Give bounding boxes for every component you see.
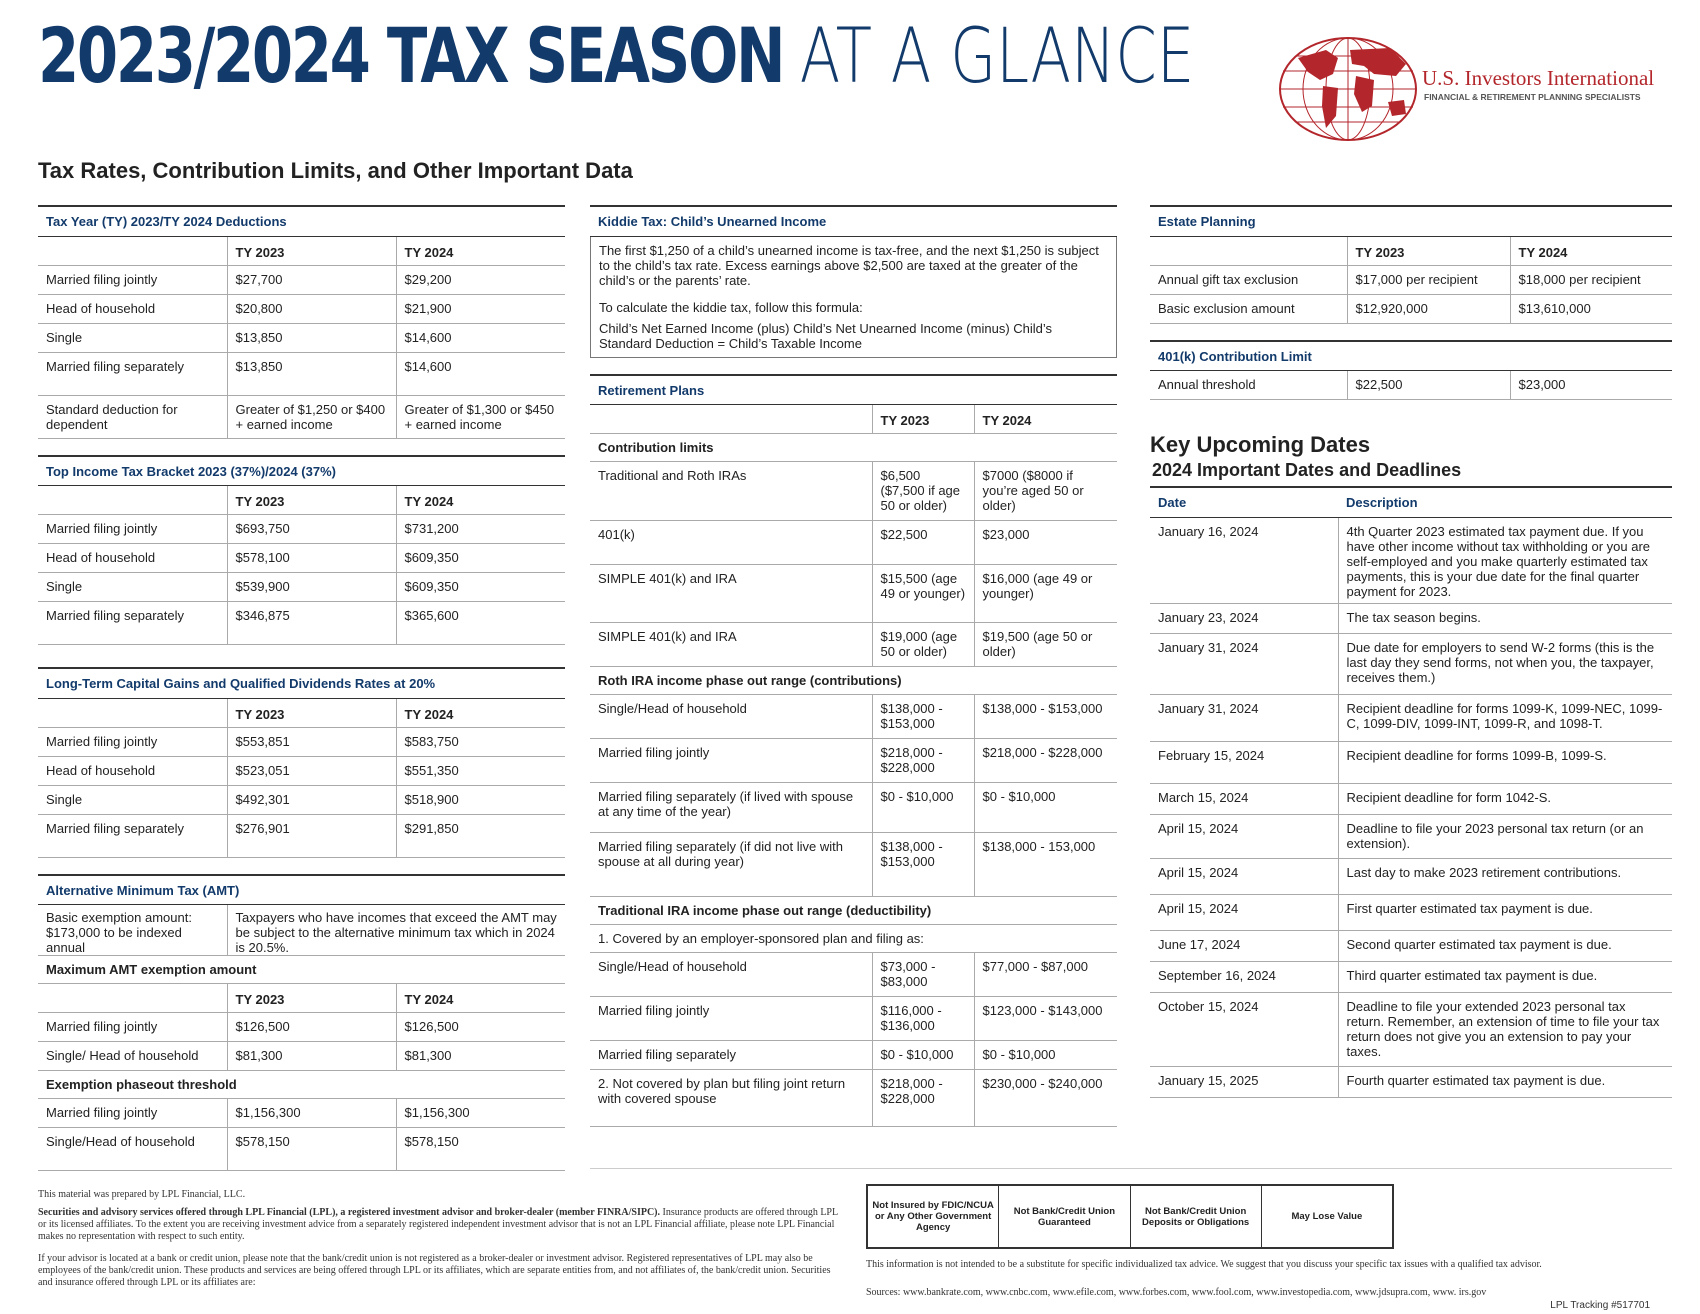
table-row — [1150, 930, 1672, 961]
table-cell: October 15, 2024 — [1150, 992, 1338, 1066]
table-cell: $578,100 — [227, 544, 396, 573]
table-cell — [38, 984, 227, 1013]
table-cell: Single — [38, 323, 227, 352]
table-cell: Single/Head of household — [590, 695, 872, 739]
table-cell: $13,850 — [227, 323, 396, 352]
table-cell: Single/ Head of household — [38, 1042, 227, 1071]
table-cell: $20,800 — [227, 294, 396, 323]
table-cell: Married filing jointly — [38, 265, 227, 294]
table-row — [590, 953, 1117, 997]
table-cell: $19,000 (age 50 or older) — [872, 623, 974, 667]
table-cell: Roth IRA income phase out range (contributions) — [590, 667, 1117, 695]
table-row — [1150, 694, 1672, 741]
table-cell: The tax season begins. — [1338, 603, 1672, 633]
table-cell: January 31, 2024 — [1150, 694, 1338, 741]
footer-securities: Securities and advisory services offered through LPL Financial (LPL), a registered investment advisor and broker-dealer (member FINRA/SIPC). Insurance products are offered through LPL or its licensed affiliates. To the extent you are receiving investment advice from a separately registered independent investment advisor that is not an LPL Financial affiliate, please note LPL Financial makes no representation with respect to such entity. — [38, 1207, 838, 1242]
table-cell: Due date for employers to send W-2 forms (this is the last day they send forms, not when you, the taxpayer, receives them.) — [1338, 633, 1672, 694]
table-cell: Standard deduction for dependent — [38, 395, 227, 438]
table-row — [590, 897, 1117, 925]
table-row — [38, 265, 565, 294]
table-cell: Married filing separately (if lived with spouse at any time of the year) — [590, 783, 872, 833]
table-row — [38, 515, 565, 544]
table-row — [590, 783, 1117, 833]
table-cell: Date — [1150, 487, 1338, 517]
amt-table — [38, 874, 565, 1172]
table-cell: $1,156,300 — [396, 1099, 565, 1128]
table-cell: Married filing jointly — [590, 997, 872, 1041]
table-cell: $77,000 - $87,000 — [974, 953, 1117, 997]
table-row — [590, 1041, 1117, 1070]
table-cell: Deadline to file your 2023 personal tax return (or an extension). — [1338, 814, 1672, 858]
table-cell: $553,851 — [227, 727, 396, 756]
table-cell: Third quarter estimated tax payment is due. — [1338, 961, 1672, 992]
deductions-table — [38, 205, 565, 439]
footer-bank: If your advisor is located at a bank or credit union, please note that the bank/credit union is not registered as a broker-dealer or investment advisor. Registered representatives of LPL may also be employees of the bank/credit union. These products and services are being offered through LPL or its affiliates, which are separate entities from, and not affiliates of, the bank/credit union. Securities and insurance offered through LPL or its affiliates are: — [38, 1253, 831, 1288]
key-dates-title: Key Upcoming Dates — [1150, 432, 1371, 457]
table-header-row — [1150, 236, 1672, 265]
table-cell — [38, 486, 227, 515]
column-middle — [590, 205, 1117, 1127]
table-row — [590, 462, 1117, 521]
table-cell: Married filing jointly — [38, 515, 227, 544]
table-header-row — [38, 984, 565, 1013]
table-row — [590, 565, 1117, 623]
top-bracket-table — [38, 455, 565, 646]
table-cell: April 15, 2024 — [1150, 894, 1338, 930]
table-cell: Married filing separately — [590, 1041, 872, 1070]
table-cell: $138,000 - $153,000 — [974, 695, 1117, 739]
table-cell: TY 2024 — [974, 405, 1117, 434]
table-cell: Married filing separately — [38, 814, 227, 857]
table-cell: $218,000 - $228,000 — [974, 739, 1117, 783]
table-cell: $230,000 - $240,000 — [974, 1070, 1117, 1127]
table-row — [590, 667, 1117, 695]
table-row — [38, 1042, 565, 1071]
table-cell: 401(k) — [590, 521, 872, 565]
table-cell: Maximum AMT exemption amount — [38, 956, 565, 984]
kiddie-tax-section — [590, 205, 1117, 237]
table-cell: Recipient deadline for forms 1099-B, 1099-S. — [1338, 741, 1672, 783]
table-row — [38, 544, 565, 573]
page-subtitle: Tax Rates, Contribution Limits, and Other Important Data — [38, 158, 633, 183]
table-cell: Kiddie Tax: Child’s Unearned Income — [590, 206, 1117, 236]
column-right — [1150, 205, 1672, 400]
table-cell: $17,000 per recipient — [1347, 265, 1510, 294]
table-cell: $73,000 - $83,000 — [872, 953, 974, 997]
table-cell: Married filing separately (if did not live with spouse at all during year) — [590, 833, 872, 897]
table-row — [38, 294, 565, 323]
table-cell: Taxpayers who have incomes that exceed the AMT may be subject to the alternative minimum tax which in 2024 is 20.5%. — [227, 905, 565, 956]
table-cell: $23,000 — [1510, 371, 1672, 400]
table-header-row — [38, 486, 565, 515]
table-cell: SIMPLE 401(k) and IRA — [590, 623, 872, 667]
table-cell: $609,350 — [396, 544, 565, 573]
table-cell: $0 - $10,000 — [872, 783, 974, 833]
table-cell: TY 2024 — [396, 984, 565, 1013]
table-cell: $693,750 — [227, 515, 396, 544]
table-cell: $0 - $10,000 — [872, 1041, 974, 1070]
table-cell: Fourth quarter estimated tax payment is due. — [1338, 1066, 1672, 1097]
table-cell: Head of household — [38, 294, 227, 323]
table-cell: Single — [38, 573, 227, 602]
table-cell: Head of household — [38, 544, 227, 573]
table-cell: Recipient deadline for forms 1099-K, 1099-NEC, 1099-C, 1099-DIV, 1099-INT, 1099-R, and 1098-T. — [1338, 694, 1672, 741]
section-header — [590, 375, 1117, 405]
table-cell: April 15, 2024 — [1150, 814, 1338, 858]
table-cell: 1. Covered by an employer-sponsored plan and filing as: — [590, 925, 1117, 953]
table-cell: January 15, 2025 — [1150, 1066, 1338, 1097]
table-cell: Description — [1338, 487, 1672, 517]
table-row — [1150, 814, 1672, 858]
key-dates-subtitle: 2024 Important Dates and Deadlines — [1152, 460, 1462, 480]
table-cell: $123,000 - $143,000 — [974, 997, 1117, 1041]
table-cell: Married filing separately — [38, 352, 227, 395]
table-row — [590, 623, 1117, 667]
table-row — [1150, 603, 1672, 633]
table-cell: $14,600 — [396, 323, 565, 352]
table-cell: Annual gift tax exclusion — [1150, 265, 1347, 294]
table-cell: TY 2023 — [227, 984, 396, 1013]
table-cell: Last day to make 2023 retirement contributions. — [1338, 858, 1672, 894]
table-cell: Second quarter estimated tax payment is due. — [1338, 930, 1672, 961]
table-cell: $116,000 - $136,000 — [872, 997, 974, 1041]
footer-prepared: This material was prepared by LPL Financial, LLC. — [38, 1189, 246, 1200]
table-cell: June 17, 2024 — [1150, 930, 1338, 961]
table-cell: TY 2023 — [227, 698, 396, 727]
table-cell: TY 2024 — [1510, 236, 1672, 265]
table-cell: $14,600 — [396, 352, 565, 395]
table-cell: January 23, 2024 — [1150, 603, 1338, 633]
retirement-plans-table — [590, 374, 1117, 1128]
table-row — [590, 833, 1117, 897]
table-cell: $578,150 — [396, 1128, 565, 1171]
table-row — [38, 1128, 565, 1171]
table-cell: $583,750 — [396, 727, 565, 756]
table-cell: TY 2024 — [396, 698, 565, 727]
table-cell: April 15, 2024 — [1150, 858, 1338, 894]
section-header — [1150, 341, 1672, 371]
table-cell: Exemption phaseout threshold — [38, 1071, 565, 1099]
footer-sources: Sources: www.bankrate.com, www.cnbc.com, www.efile.com, www.forbes.com, www.fool.com, www.investopedia.com, www.jdsupra.com, www. irs.gov — [866, 1287, 1487, 1298]
table-cell: $539,900 — [227, 573, 396, 602]
table-cell: First quarter estimated tax payment is due. — [1338, 894, 1672, 930]
table-cell — [590, 405, 872, 434]
table-row — [38, 395, 565, 438]
table-row — [38, 602, 565, 645]
table-cell: $518,900 — [396, 785, 565, 814]
table-cell: $0 - $10,000 — [974, 783, 1117, 833]
footer-divider — [590, 1168, 1672, 1169]
table-cell: $492,301 — [227, 785, 396, 814]
dates-section — [1150, 486, 1672, 1098]
table-header-row — [1150, 487, 1672, 517]
table-cell: March 15, 2024 — [1150, 783, 1338, 814]
table-cell — [1150, 236, 1347, 265]
logo: U.S. Investors International FINANCIAL & RETIREMENT PLANNING SPECIALISTS — [1278, 36, 1668, 142]
table-row — [590, 521, 1117, 565]
table-cell: Top Income Tax Bracket 2023 (37%)/2024 (37%) — [38, 456, 565, 486]
table-row — [1150, 633, 1672, 694]
table-cell — [38, 236, 227, 265]
table-cell: $27,700 — [227, 265, 396, 294]
table-row — [1150, 961, 1672, 992]
globe-icon — [1278, 36, 1423, 142]
table-row — [38, 956, 565, 984]
table-cell: Head of household — [38, 756, 227, 785]
fdic-notice: Not Insured by FDIC/NCUA or Any Other Government Agency Not Bank/Credit Union Guaranteed Not Bank/Credit Union Deposits or Obligations May Lose Value — [866, 1184, 1394, 1249]
table-header-row — [38, 236, 565, 265]
table-cell: Retirement Plans — [590, 375, 1117, 405]
table-cell: TY 2023 — [1347, 236, 1510, 265]
table-cell: $609,350 — [396, 573, 565, 602]
table-cell: $22,500 — [1347, 371, 1510, 400]
table-cell: TY 2023 — [872, 405, 974, 434]
table-cell: TY 2023 — [227, 236, 396, 265]
table-row — [1150, 894, 1672, 930]
table-cell: $346,875 — [227, 602, 396, 645]
table-row — [1150, 371, 1672, 400]
table-cell: Contribution limits — [590, 434, 1117, 462]
table-cell: February 15, 2024 — [1150, 741, 1338, 783]
table-cell: $19,500 (age 50 or older) — [974, 623, 1117, 667]
table-header-row — [38, 698, 565, 727]
table-row — [1150, 992, 1672, 1066]
table-cell: $29,200 — [396, 265, 565, 294]
table-cell: $18,000 per recipient — [1510, 265, 1672, 294]
table-cell — [38, 698, 227, 727]
table-row — [590, 739, 1117, 783]
table-cell: 401(k) Contribution Limit — [1150, 341, 1672, 371]
table-row — [38, 1071, 565, 1099]
table-row — [38, 352, 565, 395]
table-cell: Long-Term Capital Gains and Qualified Dividends Rates at 20% — [38, 668, 565, 698]
column-left — [38, 205, 565, 1171]
table-row — [590, 997, 1117, 1041]
table-cell: Married filing jointly — [38, 1099, 227, 1128]
table-cell: $81,300 — [227, 1042, 396, 1071]
table-cell: $22,500 — [872, 521, 974, 565]
page-title: 2023/2024 TAX SEASON AT A GLANCE — [38, 11, 1195, 100]
table-row — [38, 785, 565, 814]
table-cell: $126,500 — [227, 1013, 396, 1042]
tracking-number: LPL Tracking #517701 — [1550, 1300, 1650, 1311]
table-cell: $218,000 - $228,000 — [872, 739, 974, 783]
table-cell: 2. Not covered by plan but filing joint return with covered spouse — [590, 1070, 872, 1127]
table-cell: $578,150 — [227, 1128, 396, 1171]
table-cell: $12,920,000 — [1347, 294, 1510, 323]
table-cell: Single/Head of household — [38, 1128, 227, 1171]
table-cell: Basic exclusion amount — [1150, 294, 1347, 323]
table-cell: Single/Head of household — [590, 953, 872, 997]
table-cell: Annual threshold — [1150, 371, 1347, 400]
table-cell: Single — [38, 785, 227, 814]
table-cell: 4th Quarter 2023 estimated tax payment due. If you have other income without tax withholding or you are self-employed and you make quarterly estimated tax payments, this is your due date for the final quarter payment for 2023. — [1338, 517, 1672, 603]
table-row — [38, 756, 565, 785]
section-header — [590, 206, 1117, 236]
table-cell: Married filing jointly — [38, 727, 227, 756]
table-cell: SIMPLE 401(k) and IRA — [590, 565, 872, 623]
table-cell: Greater of $1,250 or $400 + earned income — [227, 395, 396, 438]
table-cell: $365,600 — [396, 602, 565, 645]
table-cell: September 16, 2024 — [1150, 961, 1338, 992]
table-cell: $551,350 — [396, 756, 565, 785]
table-cell: Deadline to file your extended 2023 personal tax return. Remember, an extension of time to file your tax return does not give you an extension to pay your taxes. — [1338, 992, 1672, 1066]
table-cell: Estate Planning — [1150, 206, 1672, 236]
table-cell: $7000 ($8000 if you’re aged 50 or older) — [974, 462, 1117, 521]
table-row — [1150, 858, 1672, 894]
table-row — [1150, 783, 1672, 814]
table-row — [1150, 517, 1672, 603]
estate-planning-table — [1150, 205, 1672, 324]
ltcg-table — [38, 667, 565, 858]
table-cell: TY 2023 — [227, 486, 396, 515]
table-cell: Traditional and Roth IRAs — [590, 462, 872, 521]
table-cell: Married filing jointly — [590, 739, 872, 783]
table-cell: $13,610,000 — [1510, 294, 1672, 323]
table-cell: Married filing separately — [38, 602, 227, 645]
section-header — [38, 875, 565, 905]
table-cell: $731,200 — [396, 515, 565, 544]
table-row — [38, 323, 565, 352]
table-cell: $276,901 — [227, 814, 396, 857]
table-row — [590, 434, 1117, 462]
table-row — [38, 905, 565, 956]
table-cell: $138,000 - $153,000 — [872, 695, 974, 739]
table-cell: $291,850 — [396, 814, 565, 857]
table-cell: $0 - $10,000 — [974, 1041, 1117, 1070]
table-row — [38, 573, 565, 602]
table-cell: $1,156,300 — [227, 1099, 396, 1128]
table-cell: TY 2024 — [396, 236, 565, 265]
table-cell: $13,850 — [227, 352, 396, 395]
table-cell: January 31, 2024 — [1150, 633, 1338, 694]
kiddie-tax-box: The first $1,250 of a child’s unearned income is tax-free, and the next $1,250 is subject to the child’s tax rate. Excess earnings above $2,500 are taxed at the greater of the child’s or the parents’ rate. To calculate the kiddie tax, follow this formula: Child’s Net Earned Income (plus) Child’s Net Unearned Income (minus) Child’s Standard Deduction = Child’s Taxable Income — [590, 237, 1117, 358]
table-cell: $16,000 (age 49 or younger) — [974, 565, 1117, 623]
table-row — [38, 814, 565, 857]
table-cell: Alternative Minimum Tax (AMT) — [38, 875, 565, 905]
table-cell: Traditional IRA income phase out range (deductibility) — [590, 897, 1117, 925]
table-cell: Tax Year (TY) 2023/TY 2024 Deductions — [38, 206, 565, 236]
section-header — [38, 668, 565, 698]
table-cell: TY 2024 — [396, 486, 565, 515]
table-cell: $81,300 — [396, 1042, 565, 1071]
table-cell: $126,500 — [396, 1013, 565, 1042]
section-header — [38, 456, 565, 486]
dates-table — [1150, 486, 1672, 1098]
table-cell: January 16, 2024 — [1150, 517, 1338, 603]
table-row — [38, 727, 565, 756]
table-row — [1150, 294, 1672, 323]
table-cell: Greater of $1,300 or $450 + earned income — [396, 395, 565, 438]
table-row — [590, 1070, 1117, 1127]
section-header — [1150, 206, 1672, 236]
table-row — [38, 1099, 565, 1128]
table-row — [38, 1013, 565, 1042]
table-header-row — [590, 405, 1117, 434]
table-cell: $138,000 - $153,000 — [872, 833, 974, 897]
table-row — [590, 925, 1117, 953]
table-cell: Recipient deadline for form 1042-S. — [1338, 783, 1672, 814]
table-cell: $6,500 ($7,500 if age 50 or older) — [872, 462, 974, 521]
footer-disclaimer: This information is not intended to be a substitute for specific individualized tax advice. We suggest that you discuss your specific tax issues with a qualified tax advisor. — [866, 1259, 1542, 1270]
table-cell: $138,000 - 153,000 — [974, 833, 1117, 897]
table-cell: $23,000 — [974, 521, 1117, 565]
section-header — [38, 206, 565, 236]
401k-limit-table — [1150, 340, 1672, 401]
table-row — [590, 695, 1117, 739]
table-cell: $523,051 — [227, 756, 396, 785]
table-cell: $15,500 (age 49 or younger) — [872, 565, 974, 623]
table-row — [1150, 741, 1672, 783]
table-row — [1150, 265, 1672, 294]
table-cell: $21,900 — [396, 294, 565, 323]
table-cell: $218,000 - $228,000 — [872, 1070, 974, 1127]
table-row — [1150, 1066, 1672, 1097]
table-cell: Basic exemption amount: $173,000 to be indexed annual — [38, 905, 227, 956]
table-cell: Married filing jointly — [38, 1013, 227, 1042]
